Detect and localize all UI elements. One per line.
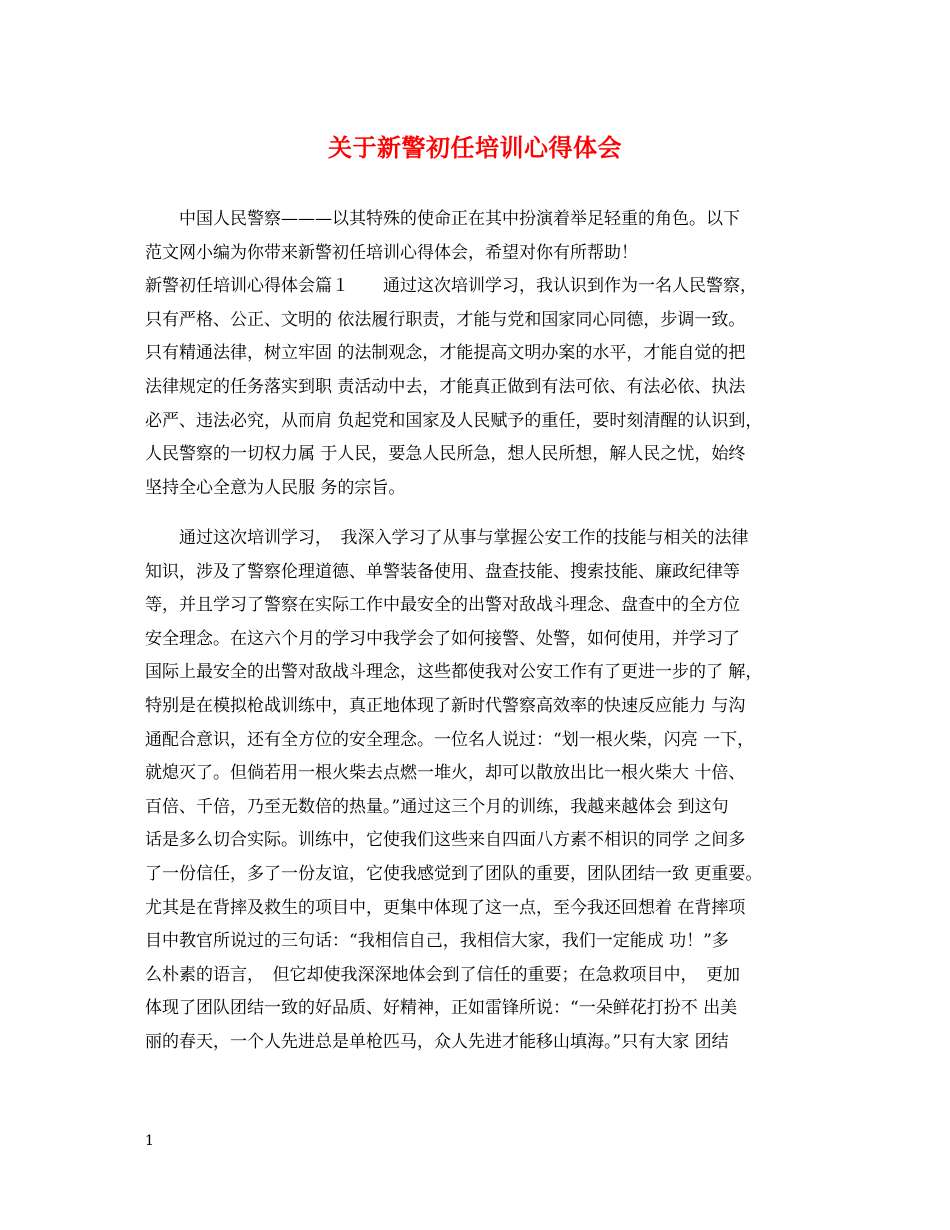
text-line: 人民警察的一切权力属 于人民，要急人民所急，想人民所想，解人民之忧，始终 — [145, 444, 746, 465]
text-line: 了一份信任，多了一份友谊，它使我感觉到了团队的重要，团队团结一致 更重要。 — [145, 863, 763, 884]
text-line: 就熄灭了。但倘若用一根火柴去点燃一堆火，却可以散放出比一根火柴大 十倍、 — [145, 763, 746, 784]
text-line: 中国人民警察———以其特殊的使命正在其中扮演着举足轻重的角色。以下 — [145, 209, 740, 229]
page-number: 1 — [145, 1133, 154, 1149]
text-line: 国际上最安全的出警对敌战斗理念，这些都使我对公安工作有了更进一步的了 解， — [145, 662, 763, 683]
text-line: 话是多么切合实际。训练中，它使我们这些来自四面八方素不相识的同学 之间多 — [145, 830, 746, 851]
text-line: 通过这次培训学习， 我深入学习了从事与掌握公安工作的技能与相关的法律 — [145, 528, 749, 548]
training-paragraph — [145, 522, 835, 1060]
text-line: 等，并且学习了警察在实际工作中最安全的出警对敌战斗理念、盘查中的全方位 — [145, 595, 740, 616]
text-line: 尤其是在背摔及救生的项目中，更集中体现了这一点，至今我还回想着 在背摔项 — [145, 897, 746, 918]
text-line: 只有精通法律，树立牢固 的法制观念，才能提高文明办案的水平，才能自觉的把 — [145, 343, 746, 364]
text-line: 新警初任培训心得体会篇１ 通过这次培训学习，我认识到作为一名人民警察， — [145, 276, 757, 297]
text-line: 只有严格、公正、文明的 依法履行职责，才能与党和国家同心同德，步调一致。 — [145, 309, 746, 330]
text-line: 法律规定的任务落实到职 责活动中去，才能真正做到有法可依、有法必依、执法 — [145, 376, 746, 397]
intro-paragraph — [145, 203, 835, 505]
text-line: 安全理念。在这六个月的学习中我学会了如何接警、处警，如何使用，并学习了 — [145, 628, 740, 649]
text-line: 知识，涉及了警察伦理道德、单警装备使用、盘查技能、搜索技能、廉政纪律等 — [145, 561, 740, 582]
text-line: 丽的春天，一个人先进总是单枪匹马，众人先进才能移山填海。”只有大家 团结 — [145, 1031, 729, 1052]
text-line: 特别是在模拟枪战训练中，真正地体现了新时代警察高效率的快速反应能力 与沟 — [145, 695, 746, 716]
text-line: 必严、违法必究，从而肩 负起党和国家及人民赋予的重任，要时刻清醒的认识到， — [145, 410, 763, 431]
text-line: 通配合意识，还有全方位的安全理念。一位名人说过：“划一根火柴，闪亮 一下， — [145, 729, 755, 750]
text-line: 体现了团队团结一致的好品质、好精神，正如雷锋所说：“一朵鲜花打扮不 出美 — [145, 998, 738, 1019]
text-line: 么朴素的语言， 但它却使我深深地体会到了信任的重要；在急救项目中， 更加 — [145, 964, 740, 985]
text-line: 百倍、千倍，乃至无数倍的热量。”通过这三个月的训练，我越来越体会 到这句 — [145, 796, 729, 817]
text-line: 范文网小编为你带来新警初任培训心得体会，希望对你有所帮助！ — [145, 242, 638, 263]
page-title: 关于新警初任培训心得体会 — [328, 133, 622, 162]
text-line: 目中教官所说过的三句话：“我相信自己，我相信大家，我们一定能成 功！”多 — [145, 931, 729, 952]
text-line: 坚持全心全意为人民服 务的宗旨。 — [145, 477, 406, 498]
